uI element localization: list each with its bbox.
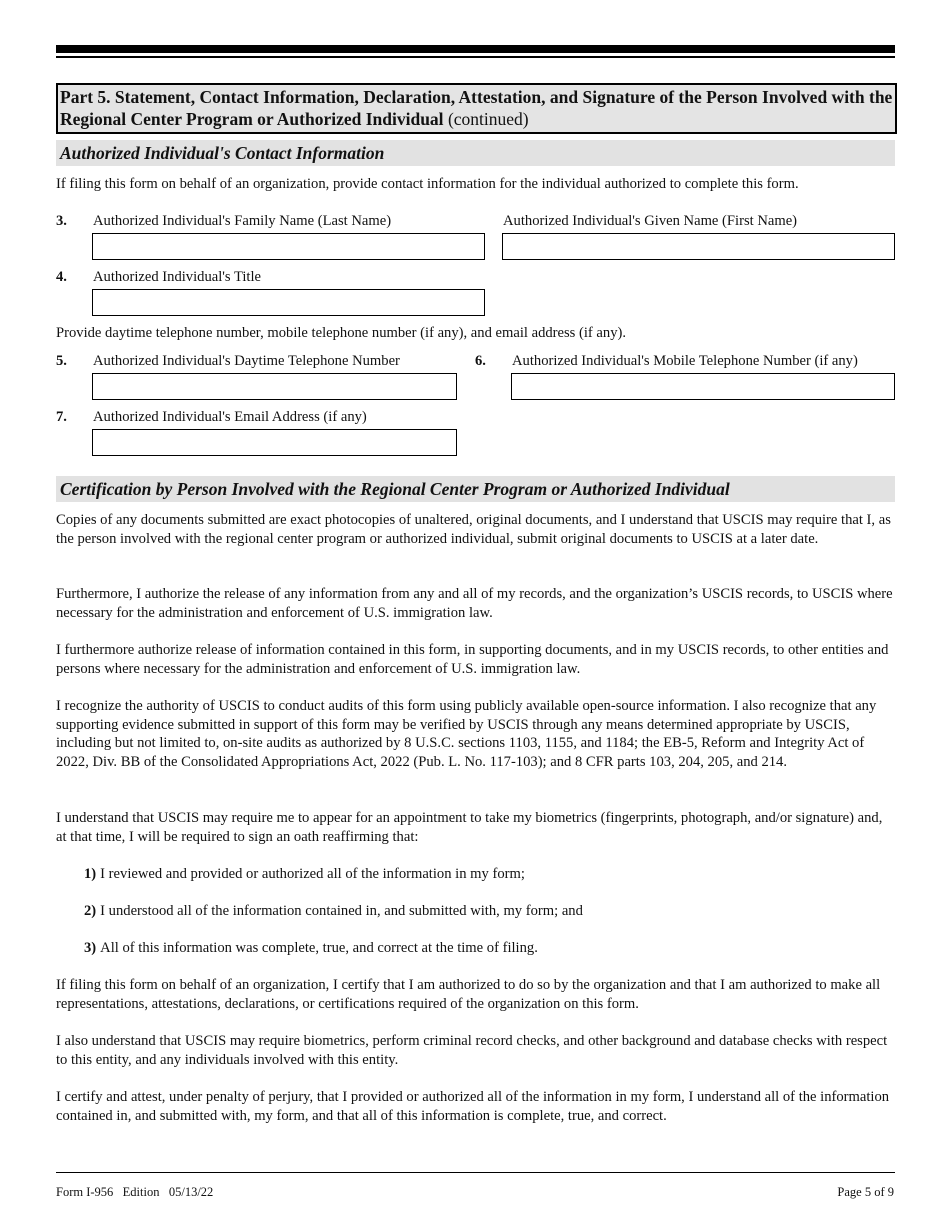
closing-paragraph: If filing this form on behalf of an organization, I certify that I am authorized to do so by the organization and that I am authorized to make all representations, attestations, declarations, or certifications required of the organization on this form.: [56, 977, 881, 1012]
email-label: Authorized Individual's Email Address (if any): [93, 409, 367, 425]
list-number: 2): [84, 903, 97, 919]
title-label: Authorized Individual's Title: [93, 269, 262, 285]
daytime-phone-input[interactable]: [92, 373, 457, 400]
list-item: [84, 939, 538, 957]
given-name-label: Authorized Individual's Given Name (First Name): [503, 213, 798, 229]
closing-paragraph: I also understand that USCIS may require biometrics, perform criminal record checks, and other background and database checks with respect to this entity, and any individuals involved with this entity.: [56, 1033, 888, 1068]
cert-paragraph: Furthermore, I authorize the release of any information from any and all of my records, and the organization’s USCIS records, to USCIS where necessary for the administration and enforcement of U.S. immigration law.: [56, 586, 893, 621]
cert-paragraph: I furthermore authorize release of information contained in this form, in supporting documents, and in my USCIS records, to other entities and persons where necessary for the administration and enforcement of U.S. immigration law.: [56, 642, 889, 677]
list-item: [84, 902, 583, 920]
title-input[interactable]: [92, 289, 485, 316]
closing-paragraph: I certify and attest, under penalty of perjury, that I provided or authorized all of the information in my form, I understand all of the information contained in, and submitted with, my form, and that all of this information is complete, true, and correct.: [56, 1089, 890, 1124]
daytime-phone-label: Authorized Individual's Daytime Telephone Number: [93, 353, 400, 369]
item-number: 7.: [56, 409, 67, 425]
part-header: [56, 83, 897, 134]
item-number: 4.: [56, 269, 67, 285]
family-name-input[interactable]: [92, 233, 485, 260]
cert-paragraph: Copies of any documents submitted are exact photocopies of unaltered, original documents, and I understand that USCIS may require that I, as the person involved with the regional center program or authorized individual, submit original documents to USCIS at a later date.: [56, 512, 891, 547]
item-number: 5.: [56, 353, 67, 369]
footer-form-edition: Form I-956 Edition 05/13/22: [56, 1185, 214, 1199]
cert-paragraph: I recognize the authority of USCIS to conduct audits of this form using publicly available open-source information. I also recognize that any supporting evidence submitted in support of this form may be verified by USCIS through any means determined appropriate by USCIS, including but not limited to, on-site audits as authorized by 8 U.S.C. sections 1103, 1155, and 1184; the EB-5, Reform and Integrity Act of 2022, Div. BB of the Consolidated Appropriations Act, 2022 (Pub. L. No. 117-103); and 8 CFR parts 103, 204, 205, and 214.: [56, 698, 877, 770]
given-name-input[interactable]: [502, 233, 895, 260]
list-text: All of this information was complete, true, and correct at the time of filing.: [100, 940, 538, 956]
list-number: 3): [84, 940, 97, 956]
item-number: 3.: [56, 213, 67, 229]
family-name-label: Authorized Individual's Family Name (Last Name): [93, 213, 392, 229]
top-rule-thin: [56, 56, 895, 58]
list-number: 1): [84, 866, 97, 882]
list-text: I understood all of the information contained in, and submitted with, my form; and: [100, 903, 583, 919]
item-number: 6.: [475, 353, 486, 369]
list-text: I reviewed and provided or authorized all of the information in my form;: [100, 866, 525, 882]
cert-paragraph: I understand that USCIS may require me to appear for an appointment to take my biometrics (fingerprints, photograph, and/or signature) and, at that time, I will be required to sign an oath reaffirming that:: [56, 810, 883, 845]
certification-section-heading: Certification by Person Involved with the Regional Center Program or Authorized Individual: [56, 476, 895, 502]
mobile-phone-label: Authorized Individual's Mobile Telephone Number (if any): [512, 353, 858, 369]
mobile-phone-input[interactable]: [511, 373, 895, 400]
footer-rule: [56, 1172, 895, 1173]
top-rule-thick: [56, 45, 895, 53]
list-item: [84, 865, 525, 883]
contact-section-heading: Authorized Individual's Contact Information: [56, 140, 895, 166]
phone-intro: Provide daytime telephone number, mobile telephone number (if any), and email address (if any).: [56, 325, 627, 341]
email-input[interactable]: [92, 429, 457, 456]
part-title: Part 5. Statement, Contact Information, Declaration, Attestation, and Signature of the Person Involved with the Regional Center Program or Authorized Individual: [60, 87, 893, 129]
footer-page-number: Page 5 of 9: [837, 1185, 894, 1199]
contact-intro: If filing this form on behalf of an organization, provide contact information for the individual authorized to complete this form.: [56, 176, 799, 192]
part-continued: (continued): [443, 109, 529, 129]
